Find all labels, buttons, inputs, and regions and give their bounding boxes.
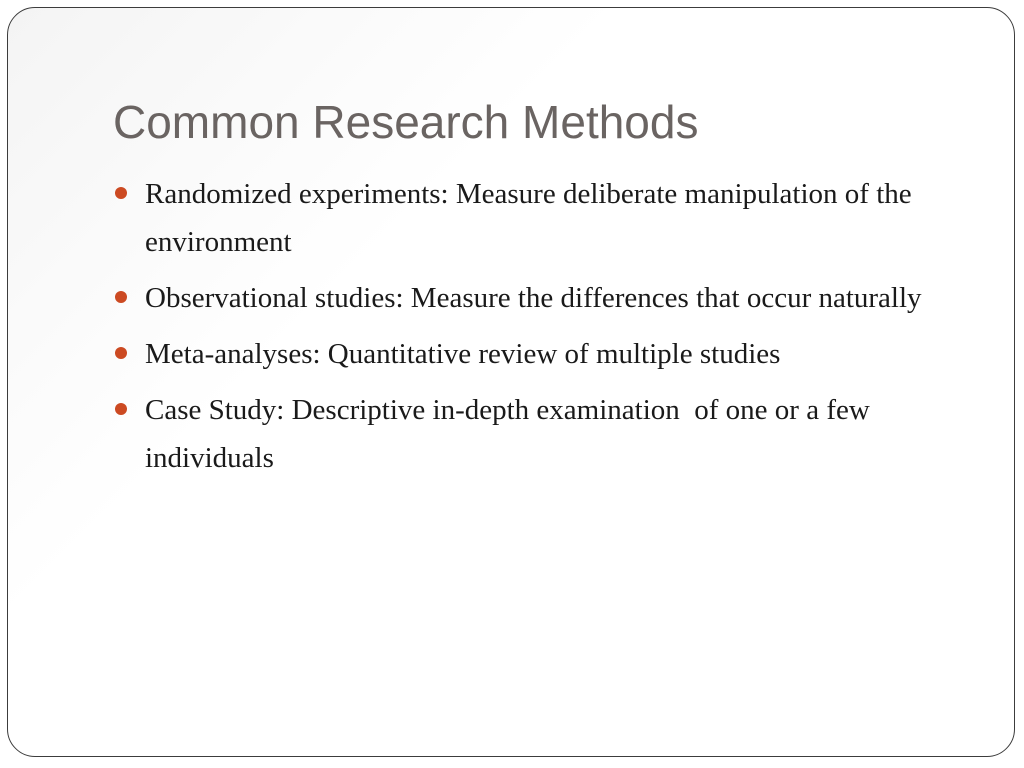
- bullet-text: Case Study: Descriptive in-depth examination of one or a few individuals: [145, 394, 878, 474]
- bullet-dot-icon: [115, 347, 127, 359]
- bullet-text: Meta-analyses: Quantitative review of multiple studies: [145, 338, 781, 370]
- bullet-item-meta-analyses: [113, 330, 963, 378]
- bullet-text: Randomized experiments: Measure deliberate manipulation of the environment: [145, 178, 919, 258]
- slide-title: Common Research Methods: [113, 96, 699, 148]
- bullet-item-observational-studies: [113, 274, 963, 322]
- bullet-item-randomized-experiments: [113, 170, 963, 266]
- bullet-text: Observational studies: Measure the differences that occur naturally: [145, 282, 922, 314]
- bullet-dot-icon: [115, 291, 127, 303]
- bullet-item-case-study: [113, 386, 963, 482]
- bullet-list: [113, 170, 963, 490]
- bullet-dot-icon: [115, 187, 127, 199]
- bullet-dot-icon: [115, 403, 127, 415]
